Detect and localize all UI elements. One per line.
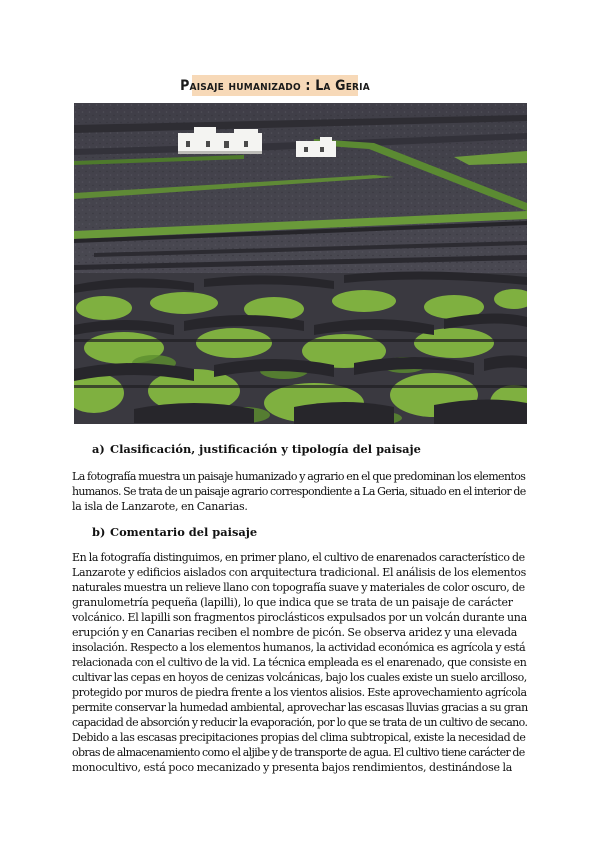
paragraph-line: Debido a las escasas precipitaciones propias del clima subtropical, existe la necesidad de (72, 731, 526, 744)
paragraph-line: relacionada con el cultivo de la vid. La técnica empleada es el enarenado, que consiste en (72, 656, 527, 669)
section-b-paragraph (72, 550, 528, 775)
paragraph-line: capacidad de absorción y reducir la evaporación, por lo que se trata de un cultivo de secano. (72, 716, 528, 729)
section-b-heading (92, 525, 257, 539)
paragraph-line: erupción y en Canarias reciben el nombre de picón. Se observa aridez y una elevada (72, 626, 518, 639)
paragraph-line: obras de almacenamiento como el aljibe y de transporte de agua. El cultivo tiene carácter de (72, 746, 525, 759)
section-a-heading (92, 442, 421, 456)
landscape-photo (74, 103, 527, 424)
section-a-paragraph (72, 469, 528, 514)
page-title: Paisaje humanizado : La Geria (180, 77, 370, 94)
section-b-title: Comentario del paisaje (110, 525, 258, 539)
paragraph-line: cultivar las cepas en hoyos de cenizas volcánicas, bajo los cuales existe un suelo arcilloso, (72, 671, 527, 684)
paragraph-line: La fotografía muestra un paisaje humanizado y agrario en el que predominan los elementos (72, 470, 526, 483)
section-b-number: b) (92, 525, 106, 539)
paragraph-line: humanos. Se trata de un paisaje agrario correspondiente a La Geria, situado en el interior de (72, 485, 526, 498)
paragraph-line: insolación. Respecto a los elementos humanos, la actividad económica es agrícola y está (72, 641, 526, 654)
paragraph-line: naturales muestra un relieve llano con topografía suave y materiales de color oscuro, de (72, 581, 525, 594)
paragraph-line: granulometría pequeña (lapilli), lo que indica que se trata de un paisaje de carácter (72, 596, 513, 609)
section-a-number: a) (92, 442, 105, 456)
paragraph-line: volcánico. El lapilli son fragmentos piroclásticos expulsados por un volcán durante una (72, 611, 527, 624)
paragraph-line: la isla de Lanzarote, en Canarias. (72, 500, 248, 513)
paragraph-line: En la fotografía distinguimos, en primer plano, el cultivo de enarenados característico de (72, 551, 525, 564)
paragraph-line: monocultivo, está poco mecanizado y presenta bajos rendimientos, destinándose la (72, 761, 513, 774)
title-banner (180, 75, 370, 96)
paragraph-line: Lanzarote y edificios aislados con arquitectura tradicional. El análisis de los elementos (72, 566, 526, 579)
paragraph-line: permite conservar la humedad ambiental, aprovechar las escasas lluvias gracias a su gran (72, 701, 528, 714)
paragraph-line: protegido por muros de piedra frente a los vientos alisios. Este aprovechamiento agrícola (72, 686, 527, 699)
section-a-title: Clasificación, justificación y tipología del paisaje (110, 442, 421, 456)
